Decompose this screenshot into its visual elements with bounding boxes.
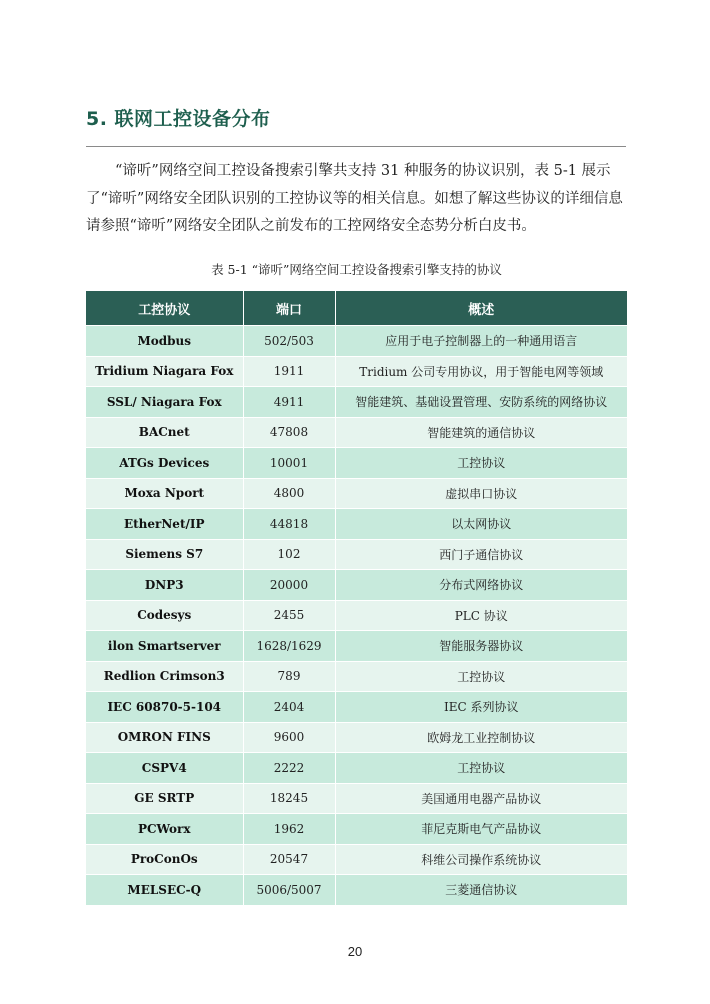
table-row <box>86 631 627 662</box>
protocol-name-cell: Siemens S7 <box>86 539 243 570</box>
protocol-name-cell: ProConOs <box>86 844 243 875</box>
table-row <box>86 600 627 631</box>
port-cell: 2222 <box>243 753 335 784</box>
port-cell: 20547 <box>243 844 335 875</box>
port-cell: 102 <box>243 539 335 570</box>
protocol-name-cell: CSPV4 <box>86 753 243 784</box>
table-row <box>86 783 627 814</box>
header-description: 概述 <box>335 291 627 326</box>
protocol-name-cell: MELSEC-Q <box>86 875 243 905</box>
protocol-name-cell: SSL/ Niagara Fox <box>86 387 243 418</box>
table-row <box>86 661 627 692</box>
protocol-name-cell: ATGs Devices <box>86 448 243 479</box>
description-cell: 工控协议 <box>335 753 627 784</box>
protocol-name-cell: Modbus <box>86 326 243 357</box>
port-cell: 18245 <box>243 783 335 814</box>
protocol-name-cell: Moxa Nport <box>86 478 243 509</box>
description-cell: 智能建筑的通信协议 <box>335 417 627 448</box>
protocol-name-cell: PCWorx <box>86 814 243 845</box>
port-cell: 5006/5007 <box>243 875 335 905</box>
protocol-name-cell: IEC 60870-5-104 <box>86 692 243 723</box>
protocol-name-cell: DNP3 <box>86 570 243 601</box>
page-number: 20 <box>347 944 363 959</box>
port-cell: 789 <box>243 661 335 692</box>
protocol-name-cell: Redlion Crimson3 <box>86 661 243 692</box>
description-cell: 智能建筑、基础设置管理、安防系统的网络协议 <box>335 387 627 418</box>
description-cell: 科维公司操作系统协议 <box>335 844 627 875</box>
title-divider <box>86 146 626 147</box>
description-cell: 西门子通信协议 <box>335 539 627 570</box>
description-cell: 以太网协议 <box>335 509 627 540</box>
table-row <box>86 326 627 357</box>
port-cell: 1962 <box>243 814 335 845</box>
description-cell: 美国通用电器产品协议 <box>335 783 627 814</box>
port-cell: 47808 <box>243 417 335 448</box>
table-row <box>86 692 627 723</box>
table-row <box>86 875 627 905</box>
protocol-name-cell: EtherNet/IP <box>86 509 243 540</box>
table-row <box>86 478 627 509</box>
protocol-name-cell: OMRON FINS <box>86 722 243 753</box>
port-cell: 10001 <box>243 448 335 479</box>
table-caption: 表 5-1 “谛听”网络空间工控设备搜索引擎支持的协议 <box>211 262 502 277</box>
description-cell: 工控协议 <box>335 448 627 479</box>
description-cell: 分布式网络协议 <box>335 570 627 601</box>
table-row <box>86 570 627 601</box>
protocol-name-cell: Tridium Niagara Fox <box>86 356 243 387</box>
description-cell: 工控协议 <box>335 661 627 692</box>
description-cell: PLC 协议 <box>335 600 627 631</box>
port-cell: 44818 <box>243 509 335 540</box>
table-row <box>86 539 627 570</box>
description-cell: 智能服务器协议 <box>335 631 627 662</box>
port-cell: 4800 <box>243 478 335 509</box>
table-row <box>86 417 627 448</box>
description-cell: 虚拟串口协议 <box>335 478 627 509</box>
port-cell: 9600 <box>243 722 335 753</box>
description-cell: 欧姆龙工业控制协议 <box>335 722 627 753</box>
protocol-name-cell: ilon Smartserver <box>86 631 243 662</box>
table-body <box>86 326 627 905</box>
description-cell: 三菱通信协议 <box>335 875 627 905</box>
port-cell: 502/503 <box>243 326 335 357</box>
description-cell: IEC 系列协议 <box>335 692 627 723</box>
port-cell: 2455 <box>243 600 335 631</box>
header-protocol: 工控协议 <box>86 291 243 326</box>
table-row <box>86 509 627 540</box>
description-cell: 菲尼克斯电气产品协议 <box>335 814 627 845</box>
table-row <box>86 844 627 875</box>
description-cell: Tridium 公司专用协议，用于智能电网等领域 <box>335 356 627 387</box>
protocol-name-cell: GE SRTP <box>86 783 243 814</box>
section-title: 5. 联网工控设备分布 <box>86 108 271 130</box>
port-cell: 4911 <box>243 387 335 418</box>
header-port: 端口 <box>243 291 335 326</box>
description-cell: 应用于电子控制器上的一种通用语言 <box>335 326 627 357</box>
table-row <box>86 448 627 479</box>
protocol-table <box>86 291 627 905</box>
table-row <box>86 753 627 784</box>
table-row <box>86 356 627 387</box>
table-row <box>86 387 627 418</box>
table-header-row <box>86 291 627 326</box>
table-row <box>86 814 627 845</box>
port-cell: 1628/1629 <box>243 631 335 662</box>
protocol-name-cell: BACnet <box>86 417 243 448</box>
port-cell: 1911 <box>243 356 335 387</box>
table-row <box>86 722 627 753</box>
port-cell: 2404 <box>243 692 335 723</box>
port-cell: 20000 <box>243 570 335 601</box>
protocol-name-cell: Codesys <box>86 600 243 631</box>
intro-paragraph: “谛听”网络空间工控设备搜索引擎共支持 31 种服务的协议识别，表 5-1 展示了“谛听”网络安全团队识别的工控协议等的相关信息。如想了解这些协议的详细信息请参照“谛听”网络安全团队之前发布的工控网络安全态势分析白皮书。 <box>86 163 623 234</box>
